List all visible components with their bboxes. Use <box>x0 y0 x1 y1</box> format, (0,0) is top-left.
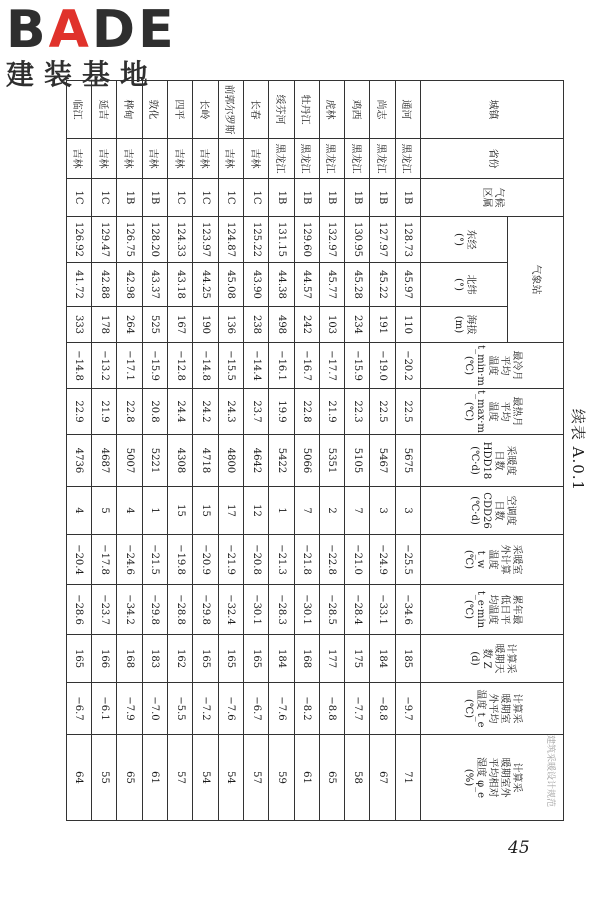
header-tmin-day: 累年最 低日平 均温度 t_e·min (℃) <box>421 585 564 635</box>
cell-days: 175 <box>345 635 370 683</box>
cell-tw: −21.8 <box>294 535 319 585</box>
cell-tmax: 24.3 <box>218 389 243 435</box>
cell-tmin-day: −28.6 <box>66 585 91 635</box>
cell-lon: 131.15 <box>269 217 294 263</box>
cell-te: −6.1 <box>92 683 117 735</box>
cell-tmin-day: −28.8 <box>168 585 193 635</box>
cell-tw: −17.8 <box>92 535 117 585</box>
cell-tw: −20.4 <box>66 535 91 585</box>
cell-province: 吉林 <box>66 139 91 179</box>
cell-tmin-day: −29.8 <box>193 585 218 635</box>
cell-hdd: 5221 <box>142 435 167 487</box>
cell-tmin-day: −23.7 <box>92 585 117 635</box>
cell-zone: 1B <box>117 179 142 217</box>
header-cdd: 空调度 日数 CDD26 (℃·d) <box>421 487 564 535</box>
cell-tw: −21.0 <box>345 535 370 585</box>
cell-alt: 234 <box>345 307 370 343</box>
table-row <box>168 81 193 821</box>
cell-cdd: 15 <box>168 487 193 535</box>
cell-te: −7.7 <box>345 683 370 735</box>
cell-province: 黑龙江 <box>269 139 294 179</box>
cell-lat: 45.97 <box>395 263 420 307</box>
cell-phi: 61 <box>294 735 319 821</box>
cell-days: 185 <box>395 635 420 683</box>
cell-days: 177 <box>319 635 344 683</box>
table-row <box>243 81 268 821</box>
cell-lon: 126.92 <box>66 217 91 263</box>
page-number: 45 <box>508 838 530 858</box>
cell-lat: 42.88 <box>92 263 117 307</box>
cell-zone: 1C <box>218 179 243 217</box>
cell-lat: 42.98 <box>117 263 142 307</box>
cell-tmax: 22.5 <box>370 389 395 435</box>
cell-days: 165 <box>66 635 91 683</box>
table-row <box>218 81 243 821</box>
cell-tmin-day: −32.4 <box>218 585 243 635</box>
cell-tw: −22.8 <box>319 535 344 585</box>
cell-zone: 1C <box>92 179 117 217</box>
cell-hdd: 5007 <box>117 435 142 487</box>
cell-hdd: 4308 <box>168 435 193 487</box>
cell-city: 通河 <box>395 81 420 139</box>
cell-days: 184 <box>269 635 294 683</box>
logo-subtitle: 建装基地 <box>6 58 159 91</box>
cell-hdd: 5467 <box>370 435 395 487</box>
cell-phi: 61 <box>142 735 167 821</box>
cell-lat: 44.57 <box>294 263 319 307</box>
cell-city: 鸡西 <box>345 81 370 139</box>
cell-zone: 1B <box>319 179 344 217</box>
cell-zone: 1B <box>142 179 167 217</box>
cell-days: 162 <box>168 635 193 683</box>
header-province: 省份 <box>421 139 564 179</box>
cell-hdd: 5066 <box>294 435 319 487</box>
cell-zone: 1B <box>395 179 420 217</box>
watermark: 建筑采暖设计规范 <box>545 735 555 808</box>
cell-days: 165 <box>218 635 243 683</box>
logo-letter-a: A <box>48 0 92 60</box>
cell-province: 吉林 <box>142 139 167 179</box>
cell-phi: 65 <box>319 735 344 821</box>
cell-hdd: 4642 <box>243 435 268 487</box>
cell-zone: 1C <box>243 179 268 217</box>
cell-alt: 191 <box>370 307 395 343</box>
cell-zone: 1B <box>345 179 370 217</box>
cell-city: 绥芬河 <box>269 81 294 139</box>
cell-te: −5.5 <box>168 683 193 735</box>
cell-tmin-day: −34.6 <box>395 585 420 635</box>
cell-lat: 41.72 <box>66 263 91 307</box>
cell-cdd: 15 <box>193 487 218 535</box>
header-lon: 东经 (°) <box>421 217 508 263</box>
cell-tmin-day: −30.1 <box>294 585 319 635</box>
cell-tmax: 24.2 <box>193 389 218 435</box>
cell-zone: 1B <box>294 179 319 217</box>
table-row <box>269 81 294 821</box>
cell-phi: 64 <box>66 735 91 821</box>
cell-phi: 71 <box>395 735 420 821</box>
table-row <box>395 81 420 821</box>
cell-tmin-day: −30.1 <box>243 585 268 635</box>
cell-lat: 45.77 <box>319 263 344 307</box>
cell-lon: 125.22 <box>243 217 268 263</box>
cell-province: 黑龙江 <box>370 139 395 179</box>
cell-phi: 54 <box>193 735 218 821</box>
cell-te: −7.6 <box>218 683 243 735</box>
cell-lon: 128.20 <box>142 217 167 263</box>
cell-days: 168 <box>294 635 319 683</box>
cell-tmax: 19.9 <box>269 389 294 435</box>
cell-alt: 178 <box>92 307 117 343</box>
cell-cdd: 17 <box>218 487 243 535</box>
cell-province: 黑龙江 <box>319 139 344 179</box>
cell-zone: 1C <box>193 179 218 217</box>
cell-city: 牡丹江 <box>294 81 319 139</box>
cell-hdd: 4800 <box>218 435 243 487</box>
cell-tmin: −15.9 <box>142 343 167 389</box>
cell-lat: 43.37 <box>142 263 167 307</box>
cell-alt: 167 <box>168 307 193 343</box>
cell-tmax: 22.8 <box>294 389 319 435</box>
cell-tmax: 22.5 <box>395 389 420 435</box>
cell-hdd: 4736 <box>66 435 91 487</box>
header-station: 气象站 <box>508 217 564 343</box>
cell-lon: 130.95 <box>345 217 370 263</box>
rotated-table-page <box>42 80 590 820</box>
cell-days: 183 <box>142 635 167 683</box>
cell-tmax: 21.9 <box>319 389 344 435</box>
table-row <box>142 81 167 821</box>
cell-tmin: −17.7 <box>319 343 344 389</box>
cell-tw: −24.9 <box>370 535 395 585</box>
cell-city: 虎林 <box>319 81 344 139</box>
cell-city: 长春 <box>243 81 268 139</box>
header-days: 计算采 暖期天 数 Z (d) <box>421 635 564 683</box>
header-alt: 海拔 (m) <box>421 307 508 343</box>
cell-zone: 1B <box>269 179 294 217</box>
cell-cdd: 2 <box>319 487 344 535</box>
cell-tw: −20.8 <box>243 535 268 585</box>
cell-tmin: −16.1 <box>269 343 294 389</box>
cell-tw: −21.5 <box>142 535 167 585</box>
cell-te: −6.7 <box>66 683 91 735</box>
header-zone: 气候 区属 <box>421 179 564 217</box>
cell-city: 桦甸 <box>117 81 142 139</box>
cell-alt: 190 <box>193 307 218 343</box>
header-tmax: 最热月 平均 温度 t_max·m (℃) <box>421 389 564 435</box>
cell-lat: 44.38 <box>269 263 294 307</box>
cell-province: 吉林 <box>193 139 218 179</box>
cell-tmin: −19.0 <box>370 343 395 389</box>
cell-tmin: −16.7 <box>294 343 319 389</box>
cell-alt: 525 <box>142 307 167 343</box>
table-row <box>345 81 370 821</box>
cell-alt: 264 <box>117 307 142 343</box>
cell-te: −8.2 <box>294 683 319 735</box>
cell-lat: 45.08 <box>218 263 243 307</box>
cell-zone: 1B <box>370 179 395 217</box>
table-row <box>92 81 117 821</box>
table-row <box>117 81 142 821</box>
cell-tmin: −15.9 <box>345 343 370 389</box>
cell-te: −7.2 <box>193 683 218 735</box>
cell-province: 吉林 <box>218 139 243 179</box>
climate-data-table <box>66 80 564 821</box>
cell-te: −9.7 <box>395 683 420 735</box>
cell-lat: 44.25 <box>193 263 218 307</box>
logo-letter-b: B <box>6 0 49 60</box>
cell-days: 166 <box>92 635 117 683</box>
cell-phi: 67 <box>370 735 395 821</box>
cell-alt: 238 <box>243 307 268 343</box>
cell-alt: 103 <box>319 307 344 343</box>
cell-hdd: 5105 <box>345 435 370 487</box>
cell-tw: −20.9 <box>193 535 218 585</box>
cell-hdd: 5675 <box>395 435 420 487</box>
header-city: 城镇 <box>421 81 564 139</box>
table-row <box>66 81 91 821</box>
cell-tmin: −12.8 <box>168 343 193 389</box>
cell-province: 吉林 <box>243 139 268 179</box>
cell-phi: 55 <box>92 735 117 821</box>
header-lat: 北纬 (°) <box>421 263 508 307</box>
cell-tmax: 24.4 <box>168 389 193 435</box>
cell-tw: −25.5 <box>395 535 420 585</box>
header-phi: 计算采 暖期室外 平均相对 湿度 φ_e (%) <box>421 735 564 821</box>
cell-lon: 123.97 <box>193 217 218 263</box>
table-row <box>294 81 319 821</box>
cell-lon: 124.87 <box>218 217 243 263</box>
cell-province: 吉林 <box>168 139 193 179</box>
cell-hdd: 4718 <box>193 435 218 487</box>
cell-cdd: 5 <box>92 487 117 535</box>
cell-cdd: 1 <box>142 487 167 535</box>
cell-te: −8.8 <box>319 683 344 735</box>
cell-te: −8.8 <box>370 683 395 735</box>
cell-days: 165 <box>243 635 268 683</box>
cell-lat: 43.18 <box>168 263 193 307</box>
cell-tmin-day: −29.8 <box>142 585 167 635</box>
cell-lon: 132.97 <box>319 217 344 263</box>
cell-province: 黑龙江 <box>395 139 420 179</box>
cell-province: 黑龙江 <box>294 139 319 179</box>
cell-cdd: 4 <box>117 487 142 535</box>
cell-lon: 126.75 <box>117 217 142 263</box>
cell-cdd: 12 <box>243 487 268 535</box>
cell-cdd: 3 <box>395 487 420 535</box>
logo-letter-d: D <box>91 0 139 60</box>
cell-phi: 65 <box>117 735 142 821</box>
cell-province: 吉林 <box>117 139 142 179</box>
cell-alt: 110 <box>395 307 420 343</box>
cell-cdd: 1 <box>269 487 294 535</box>
cell-tmax: 20.8 <box>142 389 167 435</box>
cell-cdd: 7 <box>345 487 370 535</box>
cell-lat: 45.22 <box>370 263 395 307</box>
cell-tmin: −17.1 <box>117 343 142 389</box>
cell-zone: 1C <box>66 179 91 217</box>
cell-tmin-day: −28.3 <box>269 585 294 635</box>
cell-lat: 43.90 <box>243 263 268 307</box>
cell-tmax: 21.9 <box>92 389 117 435</box>
cell-tmin: −20.2 <box>395 343 420 389</box>
cell-tmin-day: −28.4 <box>345 585 370 635</box>
cell-tmin: −13.2 <box>92 343 117 389</box>
cell-days: 184 <box>370 635 395 683</box>
cell-alt: 242 <box>294 307 319 343</box>
cell-phi: 58 <box>345 735 370 821</box>
cell-te: −7.9 <box>117 683 142 735</box>
table-caption: 续表 A.0.1 <box>569 408 587 492</box>
cell-alt: 136 <box>218 307 243 343</box>
cell-tmax: 22.3 <box>345 389 370 435</box>
cell-phi: 59 <box>269 735 294 821</box>
cell-tmax: 23.7 <box>243 389 268 435</box>
cell-days: 168 <box>117 635 142 683</box>
logo-letter-e: E <box>138 0 177 60</box>
cell-city: 长岭 <box>193 81 218 139</box>
table-row <box>319 81 344 821</box>
cell-province: 吉林 <box>92 139 117 179</box>
cell-city: 尚志 <box>370 81 395 139</box>
cell-phi: 57 <box>243 735 268 821</box>
cell-alt: 333 <box>66 307 91 343</box>
cell-days: 165 <box>193 635 218 683</box>
cell-tmin: −15.5 <box>218 343 243 389</box>
cell-hdd: 5422 <box>269 435 294 487</box>
cell-tw: −21.3 <box>269 535 294 585</box>
cell-city: 四平 <box>168 81 193 139</box>
cell-cdd: 7 <box>294 487 319 535</box>
table-row <box>193 81 218 821</box>
cell-te: −7.0 <box>142 683 167 735</box>
cell-city: 敦化 <box>142 81 167 139</box>
cell-tmax: 22.8 <box>117 389 142 435</box>
cell-tmin-day: −33.1 <box>370 585 395 635</box>
header-tw: 采暖室 外计算 温度 t_w (℃) <box>421 535 564 585</box>
cell-zone: 1C <box>168 179 193 217</box>
cell-hdd: 4687 <box>92 435 117 487</box>
cell-phi: 57 <box>168 735 193 821</box>
cell-city: 临江 <box>66 81 91 139</box>
cell-tmin-day: −28.5 <box>319 585 344 635</box>
header-tmin: 最冷月 平均 温度 t_min·m (℃) <box>421 343 564 389</box>
cell-city: 前郭尔罗斯 <box>218 81 243 139</box>
cell-tw: −21.9 <box>218 535 243 585</box>
cell-te: −7.6 <box>269 683 294 735</box>
cell-lon: 129.60 <box>294 217 319 263</box>
cell-tmin: −14.8 <box>66 343 91 389</box>
cell-te: −6.7 <box>243 683 268 735</box>
logo-wordmark <box>6 0 177 60</box>
cell-tw: −24.6 <box>117 535 142 585</box>
cell-hdd: 5351 <box>319 435 344 487</box>
cell-tmax: 22.9 <box>66 389 91 435</box>
cell-cdd: 4 <box>66 487 91 535</box>
cell-lon: 129.47 <box>92 217 117 263</box>
cell-tmin: −14.8 <box>193 343 218 389</box>
cell-lon: 124.33 <box>168 217 193 263</box>
header-te: 计算采 暖期室 外平均 温度 t_e (℃) <box>421 683 564 735</box>
cell-province: 黑龙江 <box>345 139 370 179</box>
table-row <box>370 81 395 821</box>
cell-city: 延吉 <box>92 81 117 139</box>
cell-tmin: −14.4 <box>243 343 268 389</box>
cell-lon: 128.73 <box>395 217 420 263</box>
header-hdd: 采暖度 日数 HDD18 (℃·d) <box>421 435 564 487</box>
cell-alt: 498 <box>269 307 294 343</box>
cell-tw: −19.8 <box>168 535 193 585</box>
cell-lon: 127.97 <box>370 217 395 263</box>
cell-cdd: 3 <box>370 487 395 535</box>
cell-lat: 45.28 <box>345 263 370 307</box>
cell-tmin-day: −34.2 <box>117 585 142 635</box>
cell-phi: 54 <box>218 735 243 821</box>
